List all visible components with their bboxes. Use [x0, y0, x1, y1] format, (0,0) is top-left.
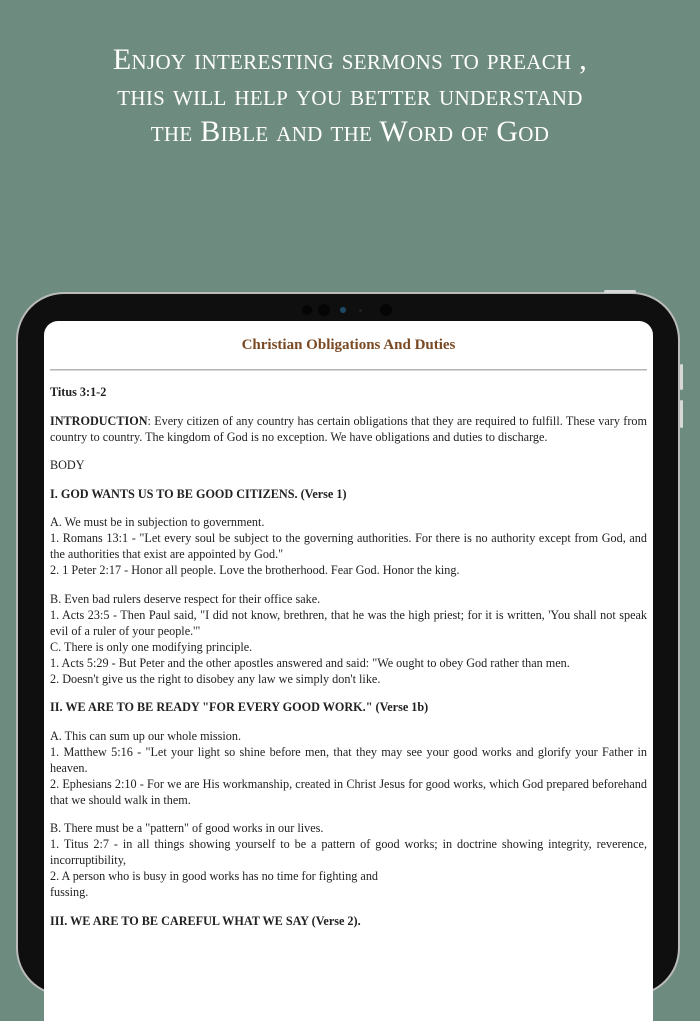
outline-point: 1. Acts 5:29 - But Peter and the other apostles answered and said: "We ought to obey God rather than men.: [50, 655, 570, 670]
sensor-icon: [380, 304, 392, 316]
outline-point: C. There is only one modifying principle.: [50, 639, 253, 654]
outline-block: [50, 591, 647, 687]
outline-point: 2. 1 Peter 2:17 - Honor all people. Love the brotherhood. Fear God. Honor the king.: [50, 563, 460, 577]
introduction-text: : Every citizen of any country has certain obligations that they are required to fulfill. These vary from country to country. The kingdom of God is no exception. We have obligations and duties to discharge.: [50, 413, 647, 444]
outline-block: [50, 820, 647, 900]
outline-point: 1. Romans 13:1 - "Let every soul be subject to the governing authorities. For there is no authority except from God, and the authorities that exist are appointed by God.": [50, 531, 647, 561]
sermon-content[interactable]: [44, 384, 653, 929]
body-label: BODY: [50, 458, 85, 472]
promo-heading-line: the Bible and the Word of God: [150, 115, 550, 148]
outline-point: A. This can sum up our whole mission.: [50, 728, 242, 743]
outline-point: A. We must be in subjection to government.: [50, 515, 265, 529]
introduction-label: INTRODUCTION: [50, 413, 148, 428]
outline-point: 1. Matthew 5:16 - "Let your light so shine before men, that they may see your good works and glorify your Father in heaven.: [50, 744, 647, 775]
sensor-icon: [302, 305, 312, 315]
section-heading: II. WE ARE TO BE READY "FOR EVERY GOOD WORK." (Verse 1b): [50, 700, 429, 714]
section-heading: I. GOD WANTS US TO BE GOOD CITIZENS. (Verse 1): [50, 486, 347, 501]
promo-heading-line: this will help you better understand: [117, 79, 583, 112]
promo-heading: [0, 42, 700, 150]
outline-point: 2. A person who is busy in good works has no time for fighting and: [50, 869, 379, 883]
outline-point: B. Even bad rulers deserve respect for their office sake.: [50, 591, 321, 606]
camera-bar: [300, 302, 420, 318]
outline-point: 1. Acts 23:5 - Then Paul said, "I did not know, brethren, that he was the high priest; for it is written, 'You shall not speak evil of a ruler of your people.'": [50, 607, 647, 638]
outline-point: B. There must be a "pattern" of good works in our lives.: [50, 821, 324, 835]
volume-down-button: [680, 400, 683, 428]
introduction-paragraph: [50, 413, 647, 445]
app-screen[interactable]: [44, 321, 653, 1021]
title-divider: [50, 369, 647, 371]
top-button: [604, 290, 636, 293]
volume-up-button: [680, 364, 683, 390]
promo-heading-line: Enjoy interesting sermons to preach ,: [112, 43, 588, 76]
outline-point: 1. Titus 2:7 - in all things showing yourself to be a pattern of good works; in doctrine showing integrity, reverence, incorruptibility,: [50, 837, 647, 867]
sensor-icon: [318, 304, 330, 316]
tablet-device-frame: [18, 294, 678, 994]
outline-point: 2. Doesn't give us the right to disobey any law we simply don't like.: [50, 671, 381, 686]
outline-block: [50, 514, 647, 578]
section-heading: III. WE ARE TO BE CAREFUL WHAT WE SAY (Verse 2).: [50, 913, 361, 928]
outline-point: 2. Ephesians 2:10 - For we are His workmanship, created in Christ Jesus for good works, which God prepared beforehand that we should walk in them.: [50, 776, 647, 807]
scripture-reference: Titus 3:1-2: [50, 385, 107, 399]
sensor-dot-icon: [359, 309, 362, 312]
outline-point: fussing.: [50, 885, 89, 899]
camera-lens-icon: [340, 307, 346, 313]
document-title: Christian Obligations And Duties: [241, 337, 456, 353]
outline-block: [50, 728, 647, 808]
